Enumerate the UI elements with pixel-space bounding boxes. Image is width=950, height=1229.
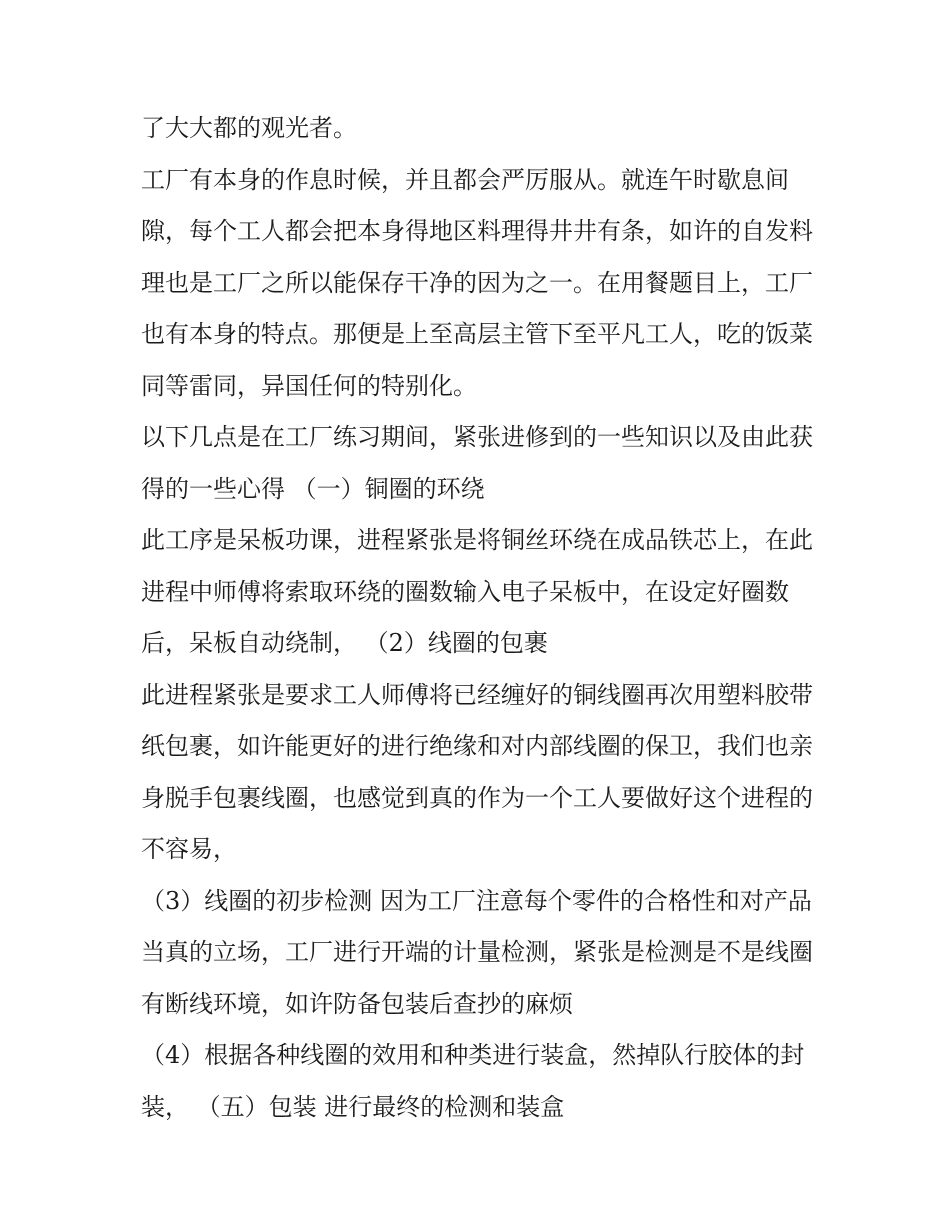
paragraph-3: 以下几点是在工厂练习期间，紧张进修到的一些知识以及由此获得的一些心得 （一）铜圈的环绕 [141, 423, 813, 503]
paragraph-2: 工厂有本身的作息时候，并且都会严厉服从。就连午时歇息间隙，每个工人都会把本身得地区料理得井井有条，如许的自发料理也是工厂之所以能保存干净的因为之一。在用餐题目上，工厂也有本身的特点。那便是上至高层主管下至平凡工人，吃的饭菜同等雷同，异国任何的特别化。 [141, 165, 813, 400]
paragraph-7: （4）根据各种线圈的效用和种类进行装盒，然掉队行胶体的封装， （五）包装 进行最终的检测和装盒 [141, 1041, 805, 1121]
paragraph-5: 此进程紧张是要求工人师傅将已经缠好的铜线圈再次用塑料胶带纸包裹，如许能更好的进行绝缘和对内部线圈的保卫，我们也亲身脱手包裹线圈，也感觉到真的作为一个工人要做好这个进程的不容易， [141, 680, 813, 863]
body-text [141, 103, 821, 1133]
paragraph-6: （3）线圈的初步检测 因为工厂注意每个零件的合格性和对产品当真的立场，工厂进行开端的计量检测，紧张是检测是不是线圈有断线环境，如许防备包装后查抄的麻烦 [141, 886, 813, 1018]
paragraph-4: 此工序是呆板功课，进程紧张是将铜丝环绕在成品铁芯上，在此进程中师傅将索取环绕的圈数输入电子呆板中，在设定好圈数后，呆板自动绕制， （2）线圈的包裹 [141, 526, 813, 657]
paragraph-1: 了大大都的观光者。 [141, 114, 357, 142]
